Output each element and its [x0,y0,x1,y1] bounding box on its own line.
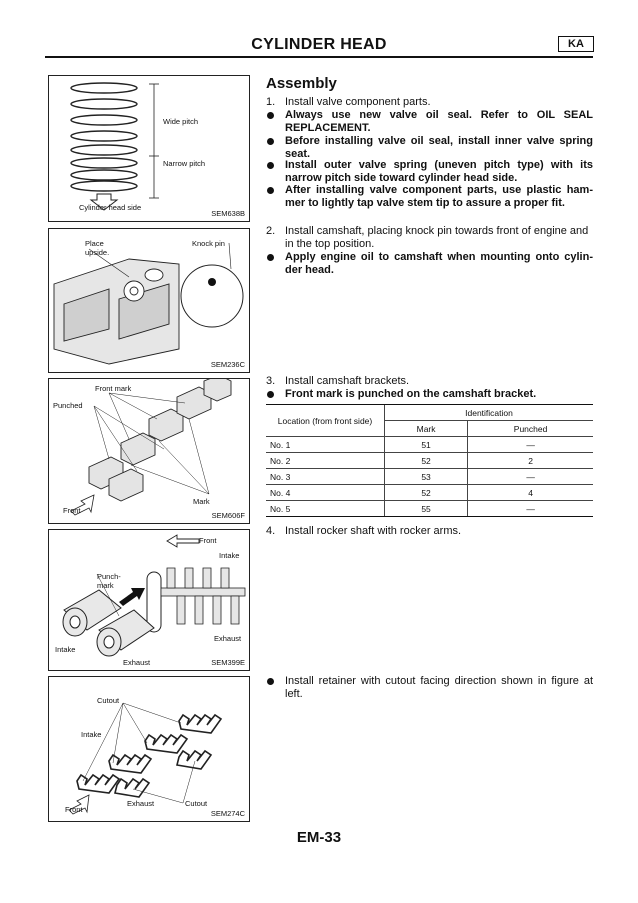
label-cutout-top: Cutout [97,696,120,705]
cell-mark: 53 [385,469,468,485]
label-knock-pin: Knock pin [192,239,225,248]
label-intake: Intake [81,730,102,739]
step-text: Install camshaft brackets. [285,375,410,387]
figure-retainers [48,676,250,822]
label-exhaust-right: Exhaust [214,634,242,643]
label-intake-bottom: Intake [55,645,76,654]
figure-valve-spring [48,75,250,222]
label-front: Front [63,506,81,515]
cell-location: No. 2 [266,453,385,469]
table-row [266,485,593,501]
step-4-bullet-1 [266,675,593,701]
table-row [266,453,593,469]
step-number: 3. [266,375,276,387]
step-text: Install rocker shaft with rocker arms. [285,525,462,537]
cell-location: No. 1 [266,437,385,453]
label-upside: upside. [85,248,110,257]
cell-punched: — [468,469,593,485]
header-mark: Mark [385,421,468,437]
cell-location: No. 5 [266,501,385,517]
step-3-bullet-1 [266,388,593,401]
bullet-dot [267,391,274,398]
table-row [266,437,593,453]
step-2 [266,225,593,251]
bullet-dot [267,678,274,685]
figure-code: SEM236C [210,360,245,369]
table-row [266,469,593,485]
bullet-text: Install outer valve spring (uneven pitch type) with its narrow pitch side toward cylinder head side. [285,159,593,184]
bullet-dot [267,138,274,145]
step-3 [266,375,593,388]
label-punched: Punched [53,401,83,410]
cell-mark: 52 [385,453,468,469]
bullet-text: Before installing valve oil seal, install inner valve spring seat. [285,135,593,160]
label-cylinder-head-side: Cylinder head side [79,203,142,212]
step-1-bullet-1 [266,109,593,135]
section-tag: KA [558,36,594,52]
figure-code: SEM399E [211,658,245,667]
step-text: Install camshaft, placing knock pin towards front of engine and in the top position. [285,225,589,250]
camshaft-illustration [49,229,249,372]
bullet-text: After installing valve component parts, use plastic ham-mer to lightly tap valve stem tip to assure a proper fit. [285,184,593,209]
step-number: 4. [266,525,276,537]
label-intake-top: Intake [219,551,240,560]
bullet-dot [267,162,274,169]
cell-punched: — [468,437,593,453]
cell-mark: 51 [385,437,468,453]
figure-camshaft-brackets [48,378,250,524]
step-1-bullet-2 [266,135,593,161]
label-front: Front [65,805,83,814]
label-mark: Mark [193,497,210,506]
header-rule [45,56,593,58]
label-narrow-pitch: Narrow pitch [163,159,206,168]
cell-mark: 52 [385,485,468,501]
label-front: Front [199,536,217,545]
bullet-dot [267,254,274,261]
header-punched: Punched [468,421,593,437]
label-exhaust: Exhaust [127,799,155,808]
bullet-text: Always use new valve oil seal. Refer to OIL SEAL REPLACEMENT. [285,109,593,134]
cell-punched: 2 [468,453,593,469]
bullet-dot [267,112,274,119]
cell-location: No. 4 [266,485,385,501]
step-4 [266,525,593,538]
step-1-bullet-3 [266,159,593,185]
page-number: EM-33 [296,829,342,846]
step-text: Install valve component parts. [285,96,431,108]
figure-code: SEM606F [211,511,245,520]
cell-location: No. 3 [266,469,385,485]
valve-spring-illustration [49,76,249,221]
cell-mark: 55 [385,501,468,517]
step-2-bullet-1 [266,251,593,277]
header-identification: Identification [385,405,594,421]
step-number: 2. [266,225,276,237]
figure-camshaft [48,228,250,373]
page-header-title: CYLINDER HEAD [251,36,387,53]
figure-code: SEM638B [211,209,245,218]
step-number: 1. [266,96,276,108]
bullet-text: Front mark is punched on the camshaft bracket. [285,388,537,400]
bullet-text: Apply engine oil to camshaft when mounting onto cylin-der head. [285,251,593,276]
table-row [266,501,593,517]
label-front-mark: Front mark [95,384,132,393]
label-cutout-bottom: Cutout [185,799,208,808]
figure-rocker-shaft [48,529,250,671]
section-heading: Assembly [266,75,337,92]
label-place: Place [85,239,104,248]
label-wide-pitch: Wide pitch [163,117,199,126]
label-punch: Punch- [97,572,121,581]
cell-punched: 4 [468,485,593,501]
bullet-text: Install retainer with cutout facing direction shown in figure at left. [285,675,593,700]
figure-code: SEM274C [210,809,245,818]
bullet-dot [267,187,274,194]
step-1 [266,96,593,109]
step-1-bullet-4 [266,184,593,210]
header-location: Location (from front side) [266,405,385,437]
bracket-identification-table [266,404,593,517]
label-mark: mark [97,581,114,590]
label-exhaust-bottom: Exhaust [123,658,151,667]
cell-punched: — [468,501,593,517]
